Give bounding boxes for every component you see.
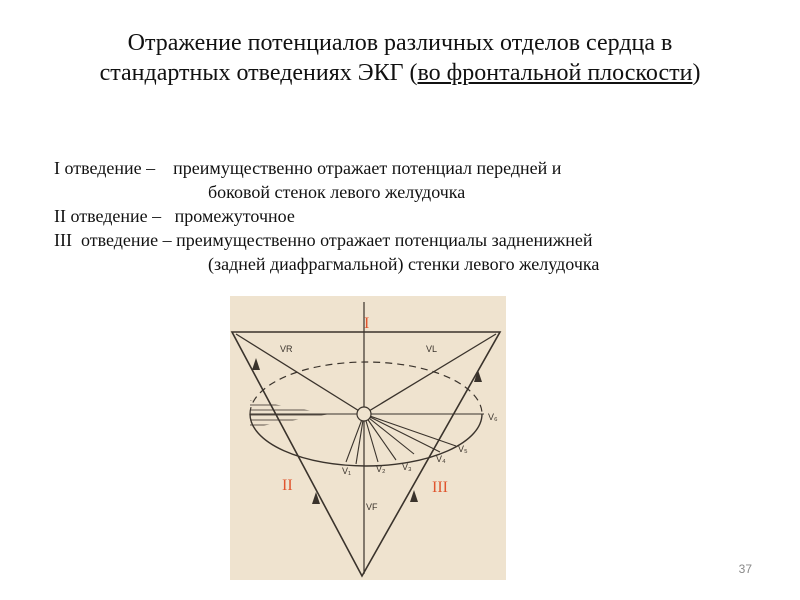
vl-label: VL [426, 344, 438, 354]
lead-1-label: I отведение – [54, 158, 156, 178]
title-text: Отражение потенциалов различных отделов сердца в стандартных отведениях ЭКГ ( [99, 30, 673, 86]
lead-3-label: III отведение – [54, 230, 172, 250]
triangle-outline [232, 332, 500, 576]
lead-1-continuation: боковой стенок левого желудочка [208, 182, 466, 202]
v4-label: V₄ [436, 454, 446, 464]
lead-i-label: I [364, 315, 370, 332]
lead-2-text: промежуточное [174, 206, 295, 226]
vf-label: VF [366, 502, 378, 512]
lead-1-text: преимущественно отражает потенциал передней и [173, 158, 562, 178]
title-closing: ) [692, 60, 701, 86]
v1-label: V₁ [342, 466, 352, 476]
lead-3-text: преимущественно отражает потенциалы задненижней [176, 230, 593, 250]
lower-right-arrow [410, 490, 418, 502]
slide-title [60, 28, 740, 88]
v3-label: V₃ [402, 462, 412, 472]
lead-3-continuation: (задней диафрагмальной) стенки левого желудочка [208, 254, 600, 274]
v6-label: V₆ [488, 412, 498, 422]
lead-ii-label: II [282, 477, 293, 494]
page-number: 37 [738, 562, 752, 576]
einthoven-triangle-figure [230, 296, 506, 580]
vr-label: VR [280, 344, 293, 354]
lead-2-label: II отведение – [54, 206, 162, 226]
left-arrow-marker [252, 358, 260, 370]
lead-1-line [54, 156, 754, 180]
lead-descriptions [54, 156, 754, 276]
chest-lead-vectors [346, 414, 484, 464]
title-underlined-text: во фронтальной плоскости [417, 60, 693, 86]
lead-3-line [54, 228, 754, 252]
v5-label: V₅ [458, 444, 468, 454]
lead-iii-label: III [432, 479, 448, 496]
v2-label: V₂ [376, 464, 386, 474]
einthoven-triangle-diagram [230, 296, 506, 580]
lead-2-line [54, 204, 754, 228]
heart-center [357, 407, 371, 421]
